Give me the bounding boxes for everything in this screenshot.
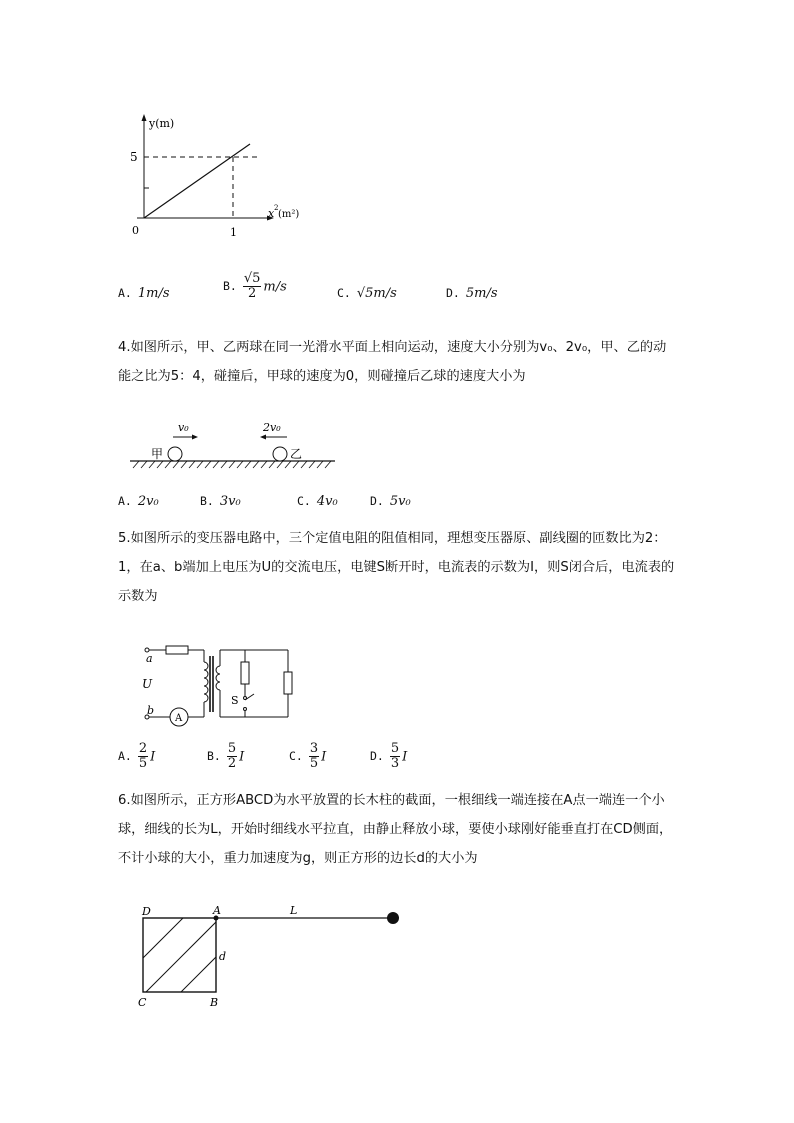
q5-text: 5.如图所示的变压器电路中，三个定值电阻的阻值相同，理想变压器原、副线圈的匝数比为2：1，在a、b端加上电压为U的交流电压，电键S断开时，电流表的示数为I，则S闭合后，电流表的示数为 (118, 531, 675, 604)
ball-yi (273, 447, 287, 461)
q4-option-c: C. 4v₀ (297, 494, 338, 509)
svg-text:b: b (147, 704, 155, 717)
svg-text:S: S (231, 694, 239, 707)
svg-text:D: D (142, 905, 151, 918)
svg-text:L: L (290, 904, 298, 917)
q4-text: 4.如图所示，甲、乙两球在同一光滑水平面上相向运动，速度大小分别为v₀、2v₀，甲、乙的动能之比为5：4，碰撞后，甲球的速度为0，则碰撞后乙球的速度大小为 (118, 340, 667, 384)
q6-text: 6.如图所示，正方形ABCD为水平放置的长木柱的截面，一根细线一端连接在A点一端连一个小球，细线的长为L，开始时细线水平拉直，由静止释放小球，要使小球刚好能垂直打在CD侧面，不计小球的大小，重力加速度为g，则正方形的边长d的大小为 (118, 793, 673, 866)
svg-text:乙: 乙 (290, 447, 303, 461)
svg-text:2: 2 (274, 204, 279, 212)
q5-option-d: D. $\frac{5}{3}$ I (370, 741, 408, 772)
svg-text:B: B (210, 996, 219, 1009)
svg-text:甲: 甲 (151, 447, 164, 461)
x-axis-label-unit: (m²) (278, 209, 300, 220)
y-vs-x2-graph (125, 110, 315, 245)
svg-text:A: A (175, 713, 183, 724)
svg-text:A: A (213, 904, 221, 917)
data-line (144, 144, 250, 218)
q3-option-a: A. 1m/s (118, 286, 170, 301)
q5-option-c: C. $\frac{3}{5}$ I (289, 741, 327, 772)
q3-option-d: D. 5m/s (446, 286, 498, 301)
q3-option-b: B. $\frac{√5}{2}$ m/s (223, 271, 287, 302)
svg-text:v₀: v₀ (178, 421, 189, 434)
ball (387, 912, 399, 924)
svg-text:2v₀: 2v₀ (263, 421, 281, 434)
square-abcd (143, 918, 216, 992)
svg-text:C: C (138, 996, 147, 1009)
q5-option-a: A. $\frac{2}{5}$ I (118, 741, 156, 772)
ball-jia (168, 447, 182, 461)
resistor-right (284, 672, 292, 694)
svg-text:U: U (142, 677, 153, 691)
x-tick-label: 1 (230, 226, 237, 239)
q4-option-b: B. 3v₀ (200, 494, 241, 509)
resistor-branch (241, 662, 249, 684)
resistor-primary (166, 646, 188, 654)
q5-transformer-circuit (138, 638, 298, 738)
q3-option-c: C. √5m/s (337, 286, 397, 301)
q5-option-b: B. $\frac{5}{2}$ I (207, 741, 245, 772)
origin-label: 0 (132, 224, 139, 237)
svg-text:d: d (219, 950, 227, 963)
q4-option-a: A. 2v₀ (118, 494, 159, 509)
q4-collision-figure (125, 415, 345, 475)
q4-option-d: D. 5v₀ (370, 494, 411, 509)
y-tick-label: 5 (130, 150, 138, 164)
y-axis-label: y(m) (149, 117, 175, 130)
svg-text:a: a (146, 652, 153, 665)
x-axis-label-base: x (268, 207, 275, 220)
q6-square-figure (133, 900, 413, 1012)
